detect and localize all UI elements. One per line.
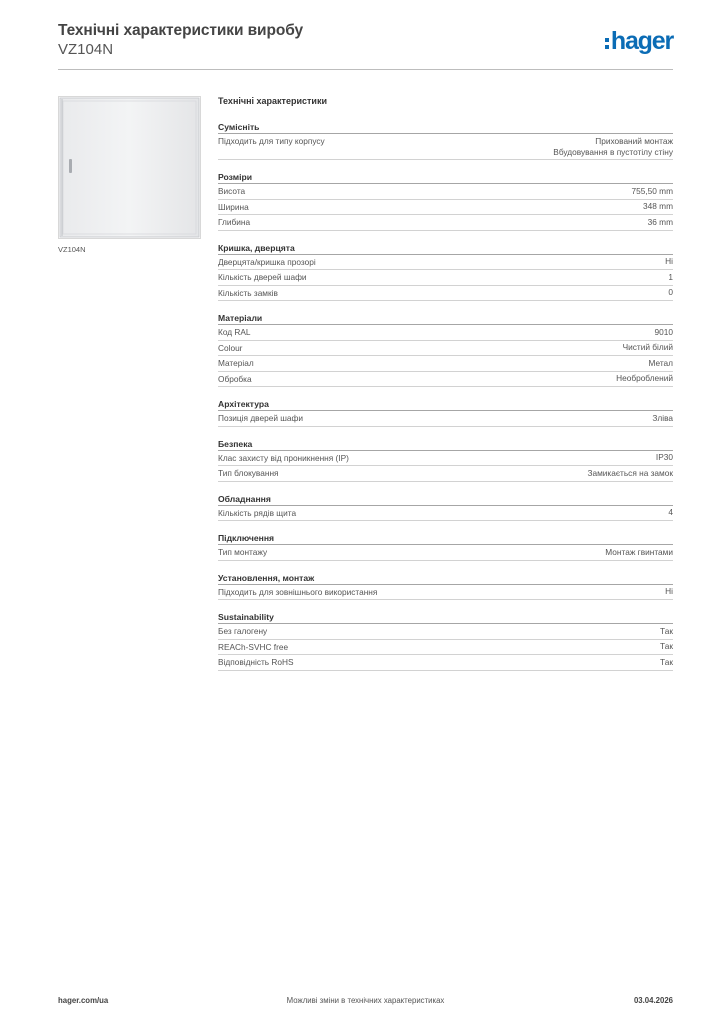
footer-notice: Можливі зміни в технічних характеристиках	[286, 996, 445, 1005]
spec-row	[218, 200, 673, 216]
spec-value	[643, 200, 673, 214]
spec-label: Відповідність RoHS	[218, 657, 294, 667]
spec-value	[623, 341, 673, 355]
spec-value	[668, 270, 673, 284]
spec-row	[218, 286, 673, 302]
spec-value	[660, 640, 673, 654]
specs-table	[218, 96, 673, 681]
spec-section-title: Архітектура	[218, 397, 673, 411]
spec-row	[218, 506, 673, 522]
spec-value-line: Прихований монтаж	[595, 135, 673, 146]
spec-label: Ширина	[218, 201, 249, 212]
spec-value-line: Чистий білий	[622, 342, 673, 352]
spec-value-line: Вбудовування в пустотілу стіну	[553, 146, 673, 157]
spec-section	[218, 170, 673, 231]
spec-row	[218, 545, 673, 561]
product-image	[58, 96, 201, 239]
spec-value	[648, 356, 673, 370]
spec-row	[218, 325, 673, 341]
spec-section	[218, 311, 673, 387]
spec-value	[660, 624, 673, 638]
spec-value-line: IP30	[655, 452, 673, 462]
spec-section	[218, 531, 673, 561]
page-footer	[58, 996, 673, 1008]
spec-value-line: Монтаж гвинтами	[605, 546, 673, 557]
spec-value-line: Так	[660, 656, 673, 667]
spec-section-title: Обладнання	[218, 492, 673, 506]
spec-value	[616, 372, 673, 386]
spec-section-title: Установлення, монтаж	[218, 571, 673, 585]
spec-section-title: Матеріали	[218, 311, 673, 325]
spec-row	[218, 184, 673, 200]
spec-row	[218, 215, 673, 231]
footer-website: hager.com/ua	[58, 996, 109, 1005]
spec-value-line: Так	[660, 625, 673, 636]
footer-date: 03.04.2026	[633, 996, 673, 1005]
spec-label: Глибина	[218, 217, 251, 227]
spec-section-title: Sustainability	[218, 610, 673, 624]
product-image-caption: VZ104N	[58, 245, 86, 254]
spec-section	[218, 492, 673, 522]
spec-row	[218, 640, 673, 656]
spec-section-title: Сумісніть	[218, 120, 673, 134]
spec-label: Висота	[218, 186, 246, 196]
spec-row	[218, 341, 673, 357]
spec-value	[660, 655, 673, 669]
spec-label: Позиція дверей шафи	[218, 413, 303, 423]
spec-label: Кількість рядів щита	[218, 507, 297, 518]
spec-label: REACh-SVHC free	[218, 641, 289, 652]
spec-label: Кількість замків	[218, 287, 278, 298]
spec-label: Клас захисту від проникнення (IP)	[218, 452, 349, 463]
spec-section	[218, 397, 673, 427]
spec-label: Без галогену	[218, 626, 268, 636]
spec-value	[631, 184, 673, 198]
spec-section	[218, 120, 673, 160]
specs-sections	[218, 120, 673, 671]
spec-label: Код RAL	[218, 327, 251, 337]
spec-value	[553, 134, 673, 159]
spec-label: Тип монтажу	[218, 547, 268, 557]
spec-value	[665, 255, 673, 269]
spec-value-line: 0	[668, 287, 673, 297]
spec-value-line: Метал	[648, 357, 673, 368]
logo-text: hager	[610, 27, 673, 55]
spec-row	[218, 134, 673, 160]
spec-label: Підходить для зовнішнього використання	[218, 586, 378, 597]
spec-value	[652, 411, 673, 425]
spec-row	[218, 585, 673, 601]
spec-value-line: Ні	[665, 586, 673, 596]
spec-section	[218, 571, 673, 601]
spec-label: Матеріал	[218, 358, 254, 368]
spec-value	[587, 466, 673, 480]
spec-value-line: 348 mm	[643, 201, 673, 211]
spec-label: Тип блокування	[218, 468, 279, 478]
spec-row	[218, 270, 673, 286]
spec-value-line: 4	[668, 507, 673, 517]
spec-row	[218, 451, 673, 467]
spec-value-line: 36 mm	[647, 216, 673, 227]
spec-label: Обробка	[218, 373, 252, 384]
spec-row	[218, 255, 673, 271]
spec-value	[605, 545, 673, 559]
spec-value	[668, 286, 673, 300]
spec-row	[218, 655, 673, 671]
spec-row	[218, 411, 673, 427]
spec-value	[656, 451, 673, 465]
spec-label: Дверцята/кришка прозорі	[218, 256, 316, 267]
spec-label: Підходить для типу корпусу	[218, 136, 325, 146]
spec-row	[218, 466, 673, 482]
spec-row	[218, 356, 673, 372]
hager-logo	[605, 28, 673, 54]
document-title: Технічні характеристики виробу	[58, 22, 303, 39]
spec-value-line: Необроблений	[616, 373, 673, 383]
spec-section	[218, 437, 673, 482]
spec-value-line: Так	[660, 641, 673, 651]
spec-section-title: Підключення	[218, 531, 673, 545]
spec-label: Кількість дверей шафи	[218, 272, 307, 282]
spec-label: Colour	[218, 342, 243, 353]
spec-section-title: Кришка, дверцята	[218, 241, 673, 255]
spec-row	[218, 372, 673, 388]
spec-value-line: Ні	[665, 256, 673, 266]
spec-value-line: 755,50 mm	[631, 185, 673, 196]
cabinet-door-icon	[59, 97, 200, 238]
spec-section-title: Розміри	[218, 170, 673, 184]
specs-heading: Технічні характеристики	[218, 96, 327, 106]
spec-section-title: Безпека	[218, 437, 673, 451]
product-code: VZ104N	[58, 41, 114, 58]
spec-value	[648, 215, 673, 229]
spec-section	[218, 241, 673, 302]
page-header	[58, 22, 673, 70]
spec-value-line: Зліва	[652, 412, 673, 423]
spec-value-line: 9010	[654, 326, 673, 337]
spec-value	[655, 325, 673, 339]
spec-value	[665, 585, 673, 599]
spec-value-line: Замикається на замок	[587, 467, 673, 478]
spec-value-line: 1	[668, 271, 673, 282]
spec-value	[668, 506, 673, 520]
spec-row	[218, 624, 673, 640]
logo-dots-icon	[605, 38, 609, 49]
spec-section	[218, 610, 673, 671]
